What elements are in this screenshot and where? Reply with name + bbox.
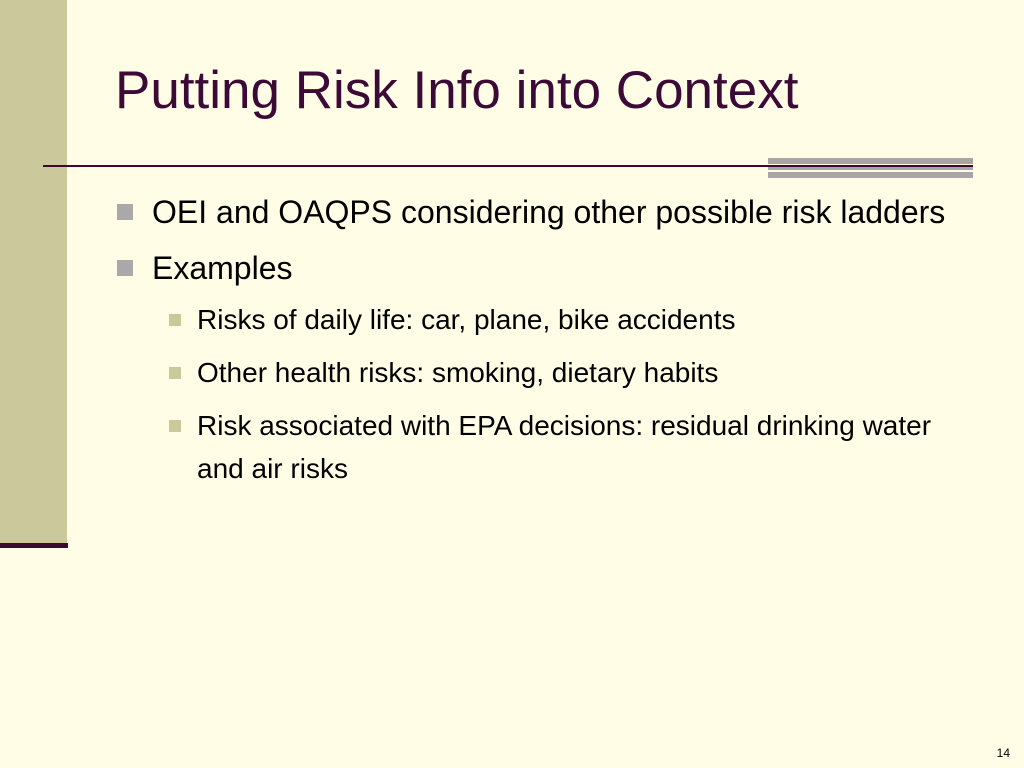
accent-stripes [768, 158, 973, 179]
bullet-text: OEI and OAQPS considering other possible risk ladders [152, 194, 946, 230]
accent-stripe [768, 172, 973, 178]
square-bullet-icon [169, 367, 181, 379]
sub-bullet-text: Risks of daily life: car, plane, bike accidents [197, 304, 736, 335]
sub-bullet-text: Risk associated with EPA decisions: residual drinking water and air risks [197, 410, 932, 484]
slide-title: Putting Risk Info into Context [115, 61, 799, 120]
square-bullet-icon [117, 204, 133, 220]
page-number: 14 [996, 746, 1010, 760]
sub-bullet-item [167, 404, 975, 490]
square-bullet-icon [117, 260, 133, 276]
square-bullet-icon [169, 420, 181, 432]
sub-bullet-text: Other health risks: smoking, dietary habits [197, 357, 719, 388]
sub-bullet-list [115, 298, 975, 490]
accent-stripe [768, 158, 973, 164]
bullet-item [115, 190, 975, 235]
sidebar-underline [0, 543, 68, 548]
bullet-text: Examples [152, 250, 293, 286]
square-bullet-icon [169, 314, 181, 326]
sub-bullet-item [167, 351, 975, 394]
accent-stripe [768, 167, 973, 170]
sub-bullet-item [167, 298, 975, 341]
sidebar-bar [0, 0, 67, 543]
bullet-item [115, 246, 975, 291]
slide-body [115, 190, 975, 500]
